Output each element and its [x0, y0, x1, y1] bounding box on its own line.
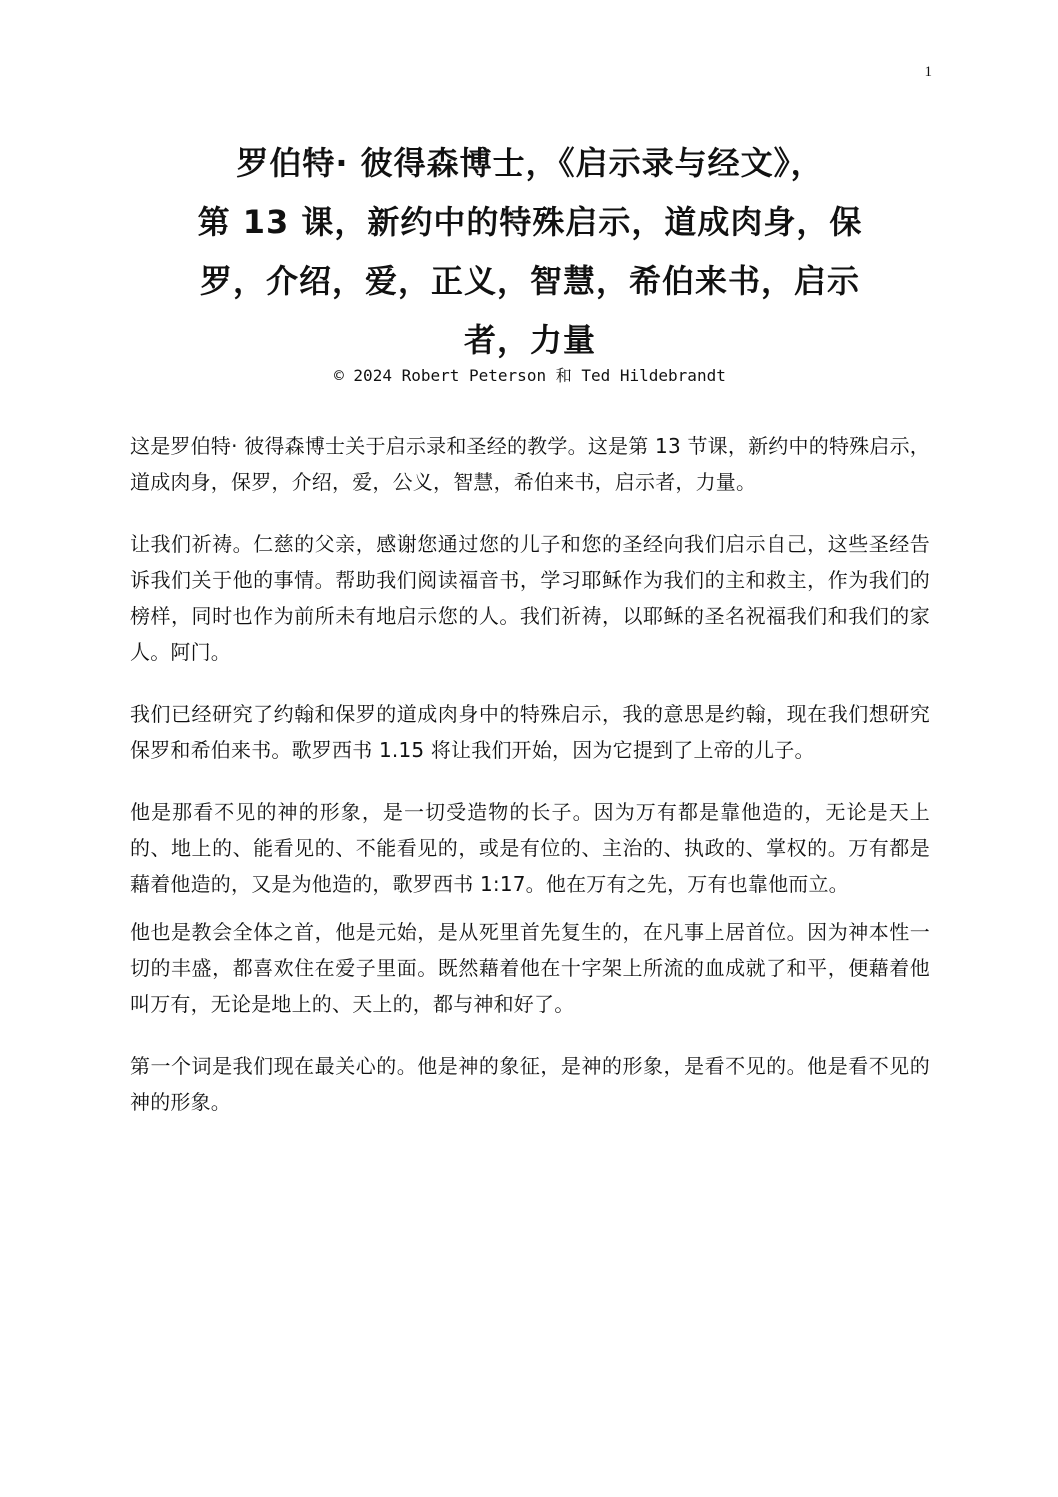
paragraph-colossians-quote-1: 他是那看不见的神的形象，是一切受造物的长子。因为万有都是靠他造的，无论是天上的、地上的、能看见的、不能看见的，或是有位的、主治的、执政的、掌权的。万有都是藉着他造的，又是为他造的，歌罗西书 1:17。他在万有之先，万有也靠他而立。: [130, 800, 930, 896]
paragraph-intro: 这是罗伯特· 彼得森博士关于启示录和圣经的教学。这是第 13 节课，新约中的特殊启示，道成肉身，保罗，介绍，爱，公义，智慧，希伯来书，启示者，力量。: [130, 434, 930, 494]
paragraph-prayer: 让我们祈祷。仁慈的父亲，感谢您通过您的儿子和您的圣经向我们启示自己，这些圣经告诉我们关于他的事情。帮助我们阅读福音书，学习耶稣作为我们的主和救主，作为我们的榜样，同时也作为前所未有地启示您的人。我们祈祷，以耶稣的圣名祝福我们和我们的家人。阿门。: [130, 532, 930, 664]
body-text: [130, 428, 930, 1146]
copyright-line: © 2024 Robert Peterson 和 Ted Hildebrandt: [334, 366, 726, 385]
title-block: [130, 134, 930, 388]
title-line-3: 罗，介绍，爱，正义，智慧，希伯来书，启示: [199, 262, 860, 300]
paragraph-overview: 我们已经研究了约翰和保罗的道成肉身中的特殊启示，我的意思是约翰，现在我们想研究保罗和希伯来书。歌罗西书 1.15 将让我们开始，因为它提到了上帝的儿子。: [130, 702, 930, 762]
title-line-4: 者，力量: [463, 321, 596, 359]
paragraph-colossians-quote-2: 他也是教会全体之首，他是元始，是从死里首先复生的，在凡事上居首位。因为神本性一切的丰盛，都喜欢住在爱子里面。既然藉着他在十字架上所流的血成就了和平，便藉着他叫万有，无论是地上的、天上的，都与神和好了。: [130, 920, 930, 1016]
page-number: 1: [924, 64, 932, 80]
title-line-1: 罗伯特· 彼得森博士，《启示录与经文》，: [236, 144, 824, 182]
paragraph-image-of-god: 第一个词是我们现在最关心的。他是神的象征，是神的形象，是看不见的。他是看不见的神的形象。: [130, 1054, 930, 1114]
title-line-2: 第 13 课，新约中的特殊启示，道成肉身，保: [197, 203, 863, 241]
